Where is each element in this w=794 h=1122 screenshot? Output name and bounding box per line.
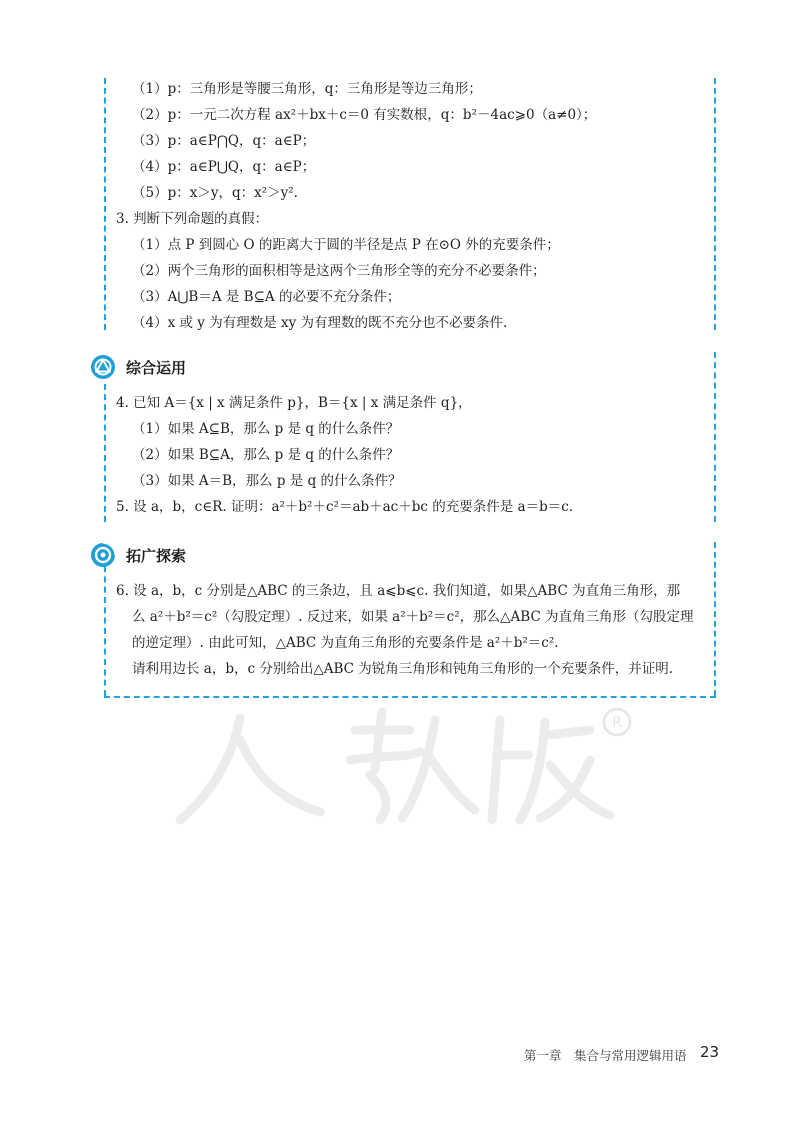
problem-3-item-1: （1）点 P 到圆心 O 的距离大于圆的半径是点 P 在⊙O 外的充要条件；: [132, 237, 560, 253]
problem-2-item-4: （4）p：a∈P⋃Q，q：a∈P；: [132, 159, 316, 175]
ring-icon: [90, 542, 116, 568]
problem-6-line-2: 么 a²＋b²＝c²（勾股定理）. 反过来，如果 a²＋b²＝c²，那么△ABC 为直角三角形（勾股定理: [132, 609, 694, 625]
comprehensive-title: 综合运用: [126, 358, 187, 377]
comprehensive-dashed-left: [104, 384, 106, 522]
problem-3-item-2: （2）两个三角形的面积相等是这两个三角形全等的充分不必要条件；: [132, 263, 546, 279]
publisher-watermark: [170, 700, 640, 830]
problem-4-item-2: （2）如果 B⊆A，那么 p 是 q 的什么条件？: [132, 447, 400, 463]
comprehensive-dashed-right: [714, 352, 716, 522]
top-dashed-border-right: [714, 78, 716, 330]
page-number: 23: [700, 1043, 720, 1061]
problem-3-item-3: （3）A⋃B＝A 是 B⊆A 的必要不充分条件；: [132, 289, 401, 305]
svg-text:R: R: [612, 715, 622, 731]
problem-2-item-3: （3）p：a∈P⋂Q，q：a∈P；: [132, 133, 316, 149]
problem-2-item-5: （5）p：x＞y，q：x²＞y².: [132, 185, 298, 201]
problem-2-item-2: （2）p：一元二次方程 ax²＋bx＋c＝0 有实数根，q：b²－4ac⩾0（a≠0）；: [132, 107, 597, 123]
problem-4-stem: 4. 已知 A＝{x | x 满足条件 p}，B＝{x | x 满足条件 q}，: [116, 395, 472, 411]
footer-chapter: 第一章 集合与常用逻辑用语: [524, 1048, 687, 1063]
explore-header: [90, 542, 186, 568]
explore-dashed-left: [104, 566, 106, 696]
explore-dashed-right: [714, 542, 716, 696]
explore-dashed-bottom: [104, 696, 716, 698]
problem-2-item-1: （1）p：三角形是等腰三角形，q：三角形是等边三角形；: [132, 81, 482, 97]
problem-6-line-4: 请利用边长 a，b，c 分别给出△ABC 为锐角三角形和钝角三角形的一个充要条件，并证明.: [132, 661, 674, 677]
problem-4-item-3: （3）如果 A＝B，那么 p 是 q 的什么条件？: [132, 473, 402, 489]
problem-5: 5. 设 a，b，c∈R. 证明：a²＋b²＋c²＝ab＋ac＋bc 的充要条件是 a＝b＝c.: [116, 499, 574, 515]
triangle-circle-icon: [90, 354, 116, 380]
comprehensive-header: [90, 354, 186, 380]
explore-title: 拓广探索: [126, 546, 187, 565]
problem-3-stem: 3. 判断下列命题的真假：: [116, 211, 269, 227]
top-dashed-border-left: [104, 78, 106, 330]
problem-3-item-4: （4）x 或 y 为有理数是 xy 为有理数的既不充分也不必要条件.: [132, 315, 508, 331]
problem-6-line-1: 6. 设 a，b，c 分别是△ABC 的三条边，且 a⩽b⩽c. 我们知道，如果△ABC 为直角三角形，那: [116, 583, 681, 599]
problem-4-item-1: （1）如果 A⊆B，那么 p 是 q 的什么条件？: [132, 421, 400, 437]
problem-6-line-3: 的逆定理）. 由此可知，△ABC 为直角三角形的充要条件是 a²＋b²＝c².: [132, 635, 559, 651]
